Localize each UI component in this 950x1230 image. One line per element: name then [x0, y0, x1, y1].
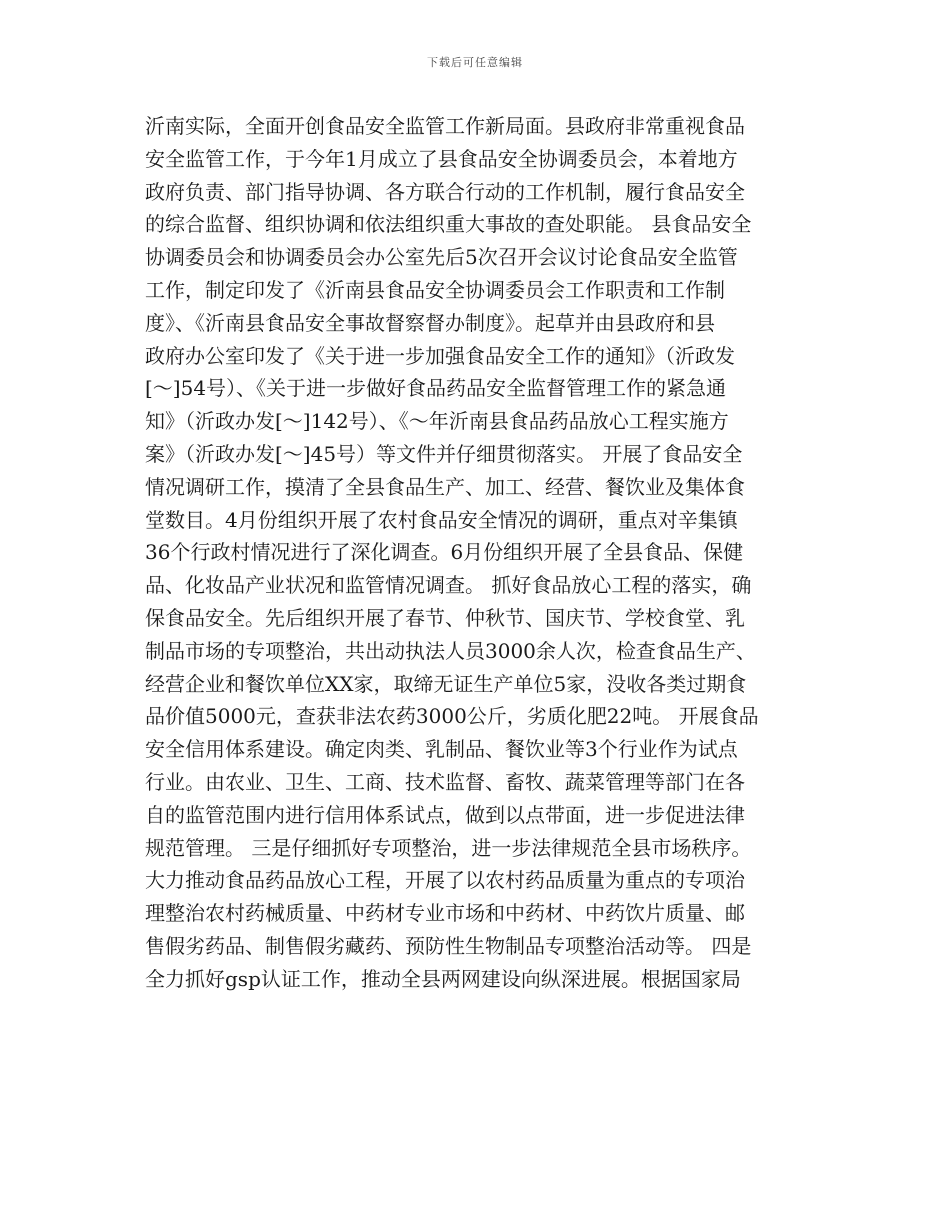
text-line: 知》（沂政办发[～]142号）、《～年沂南县食品药品放心工程实施方	[145, 409, 729, 434]
text-line: 政府办公室印发了《关于进一步加强食品安全工作的通知》（沂政发	[145, 343, 735, 368]
text-line: 的综合监督、组织协调和依法组织重大事故的查处职能。 县食品安全	[145, 212, 752, 237]
text-line: 规范管理。 三是仔细抓好专项整治，进一步法律规范全县市场秩序。	[145, 835, 752, 860]
text-line: 案》（沂政办发[～]45号）等文件并仔细贯彻落实。 开展了食品安全	[145, 441, 743, 466]
text-line: 行业。由农业、卫生、工商、技术监督、畜牧、蔬菜管理等部门在各	[145, 769, 745, 794]
text-line: 政府负责、部门指导协调、各方联合行动的工作机制，履行食品安全	[145, 179, 745, 204]
text-line: 自的监管范围内进行信用体系试点，做到以点带面，进一步促进法律	[145, 802, 745, 827]
text-line: [～]54号）、《关于进一步做好食品药品安全监督管理工作的紧急通	[145, 376, 727, 401]
text-line: 大力推动食品药品放心工程，开展了以农村药品质量为重点的专项治	[145, 868, 745, 893]
text-line: 情况调研工作，摸清了全县食品生产、加工、经营、餐饮业及集体食	[145, 474, 745, 499]
text-line: 全力抓好gsp认证工作，推动全县两网建设向纵深进展。根据国家局	[145, 966, 741, 991]
text-line: 工作，制定印发了《沂南县食品安全协调委员会工作职责和工作制	[145, 277, 725, 302]
page-header: 下载后可任意编辑	[427, 56, 523, 69]
text-line: 36个行政村情况进行了深化调查。6月份组织开展了全县食品、保健	[145, 540, 744, 565]
text-line: 保食品安全。先后组织开展了春节、仲秋节、国庆节、学校食堂、乳	[145, 605, 745, 630]
text-line: 经营企业和餐饮单位XX家，取缔无证生产单位5家，没收各类过期食	[145, 671, 747, 696]
text-line: 品价值5000元，查获非法农药3000公斤，劣质化肥22吨。 开展食品	[145, 704, 759, 729]
text-line: 安全信用体系建设。确定肉类、乳制品、餐饮业等3个行业作为试点	[145, 737, 738, 762]
text-line: 理整治农村药械质量、中药材专业市场和中药材、中药饮片质量、邮	[145, 901, 745, 926]
body-text	[145, 110, 825, 996]
text-line: 安全监管工作，于今年1月成立了县食品安全协调委员会，本着地方	[145, 146, 738, 171]
text-line: 堂数目。4月份组织开展了农村食品安全情况的调研，重点对辛集镇	[145, 507, 738, 532]
text-line: 协调委员会和协调委员会办公室先后5次召开会议讨论食品安全监管	[145, 245, 738, 270]
text-line: 制品市场的专项整治，共出动执法人员3000余人次，检查食品生产、	[145, 638, 756, 663]
text-line: 度》、《沂南县食品安全事故督察督办制度》。起草并由县政府和县	[145, 310, 715, 335]
text-line: 沂南实际，全面开创食品安全监管工作新局面。县政府非常重视食品	[145, 114, 745, 138]
text-line: 售假劣药品、制售假劣藏药、预防性生物制品专项整治活动等。 四是	[145, 933, 752, 958]
text-line: 品、化妆品产业状况和监管情况调查。 抓好食品放心工程的落实，确	[145, 573, 752, 598]
